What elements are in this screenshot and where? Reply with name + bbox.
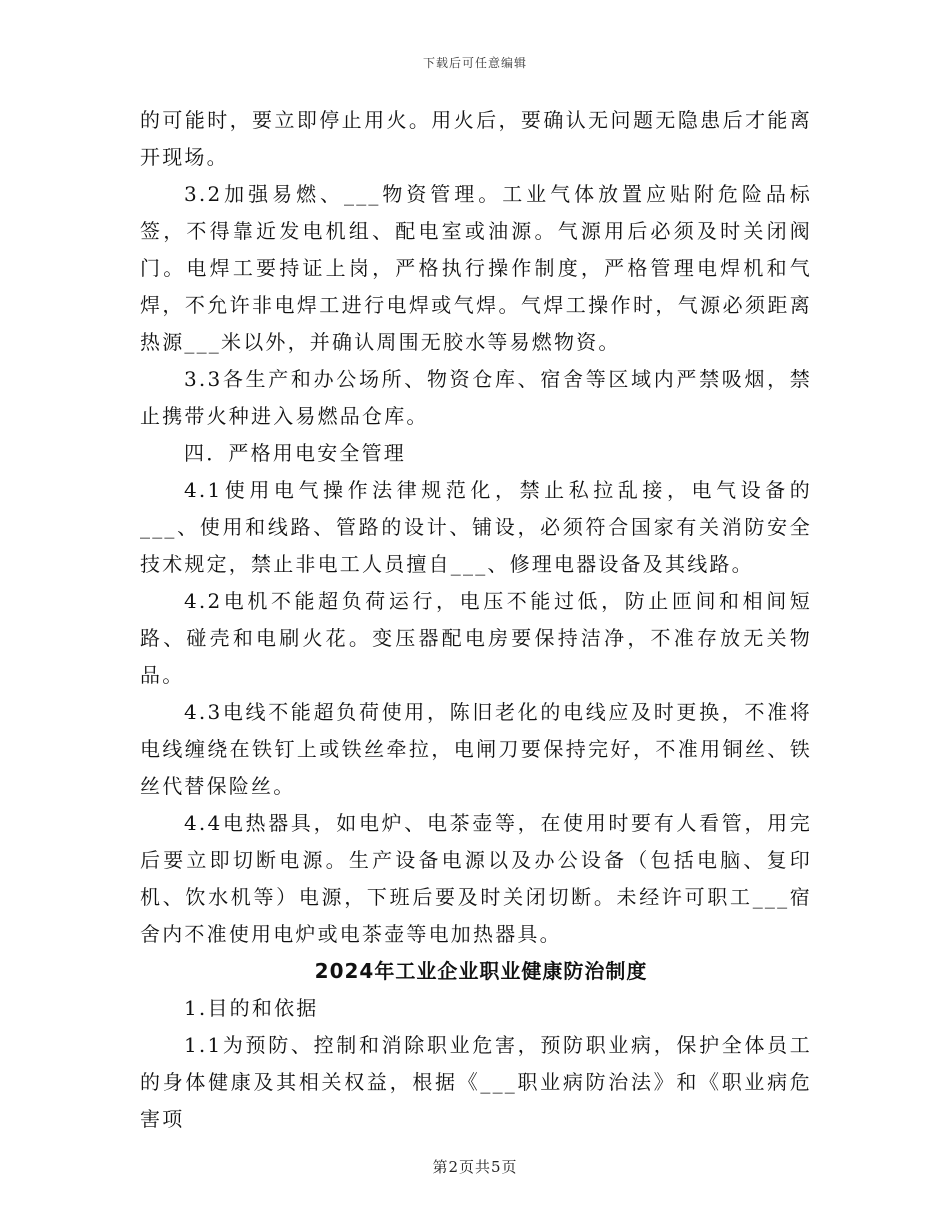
paragraph-1-1: 1.1为预防、控制和消除职业危害，预防职业病，保护全体员工的身体健康及其相关权益，根据《___职业病防治法》和《职业病危害项 [140,1033,812,1131]
page-number: 第2页共5页 [432,1158,518,1176]
paragraph-4-4: 4.4电热器具，如电炉、电茶壶等，在使用时要有人看管，用完后要立即切断电源。生产设备电源以及办公设备（包括电脑、复印机、饮水机等）电源，下班后要及时关闭切断。未经许可职工___宿舍内不准使用电炉或电茶壶等电加热器具。 [140,811,812,946]
heading-section-4: 四．严格用电安全管理 [184,441,406,465]
document-body [140,102,812,1138]
section-title: 2024年工业企业职业健康防治制度 [314,959,648,983]
paragraph-3-3: 3.3各生产和办公场所、物资仓库、宿舍等区域内严禁吸烟，禁止携带火种进入易燃品仓库。 [140,367,812,428]
heading-1-purpose: 1.目的和依据 [184,996,319,1020]
paragraph-3-2: 3.2加强易燃、___物资管理。工业气体放置应贴附危险品标签，不得靠近发电机组、配电室或油源。气源用后必须及时关闭阀门。电焊工要持证上岗，严格执行操作制度，严格管理电焊机和气焊，不允许非电焊工进行电焊或气焊。气焊工操作时，气源必须距离热源___米以外，并确认周围无胶水等易燃物资。 [140,182,812,354]
paragraph-4-2: 4.2电机不能超负荷运行，电压不能过低，防止匝间和相间短路、碰壳和电刷火花。变压器配电房要保持洁净，不准存放无关物品。 [140,589,812,687]
paragraph-fire-continuation: 的可能时，要立即停止用火。用火后，要确认无问题无隐患后才能离开现场。 [140,108,812,169]
paragraph-4-1: 4.1使用电气操作法律规范化，禁止私拉乱接，电气设备的___、使用和线路、管路的设计、铺设，必须符合国家有关消防安全技术规定，禁止非电工人员擅自___、修理电器设备及其线路。 [140,478,812,576]
page-header: 下载后可任意编辑 [422,56,527,70]
paragraph-4-3: 4.3电线不能超负荷使用，陈旧老化的电线应及时更换，不准将电线缠绕在铁钉上或铁丝牵拉，电闸刀要保持完好，不准用铜丝、铁丝代替保险丝。 [140,700,812,798]
